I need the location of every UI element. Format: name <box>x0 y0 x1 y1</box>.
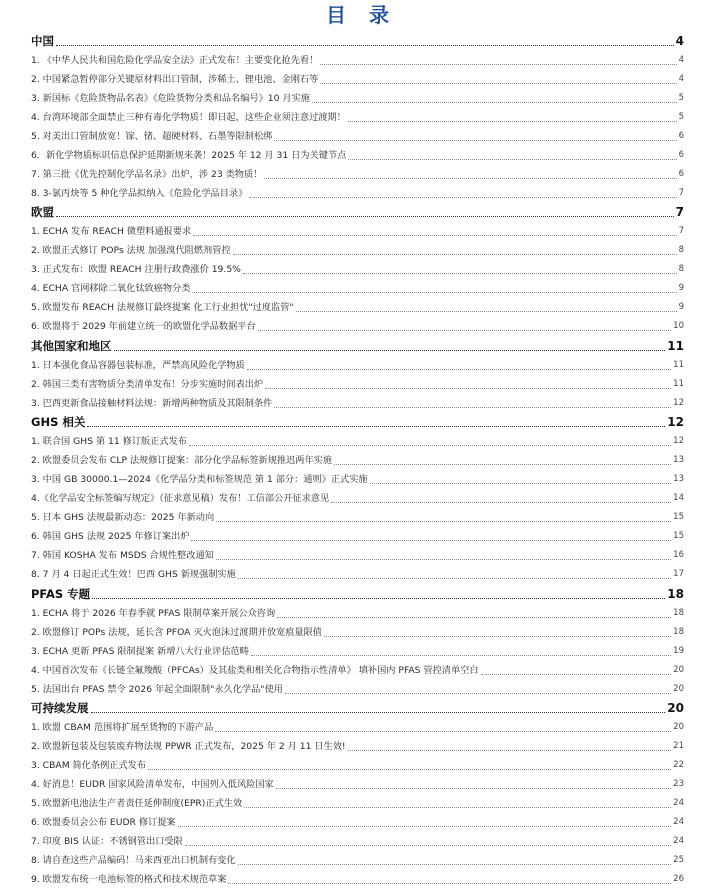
toc-entry-label: 1. 联合国 GHS 第 11 修订版正式发布 <box>31 436 187 447</box>
toc-entry-label: 5. 法国出台 PFAS 禁令 2026 年起全面限制"永久化学品"使用 <box>31 683 283 695</box>
toc-entry-label: 6. 韩国 GHS 法规 2025 年修订案出炉 <box>31 531 190 542</box>
dot-leader <box>228 883 671 884</box>
toc-entry-label: 1. ECHA 将于 2026 年春季就 PFAS 限制草案开展公众咨询 <box>31 607 276 619</box>
toc-entry[interactable] <box>31 297 684 316</box>
toc-entry[interactable] <box>31 88 684 107</box>
toc-entry[interactable] <box>31 526 684 545</box>
dot-leader <box>215 731 671 732</box>
toc-section-heading[interactable] <box>31 412 684 432</box>
toc-entry-label: 3. 正式发布：欧盟 REACH 注册行政费涨价 19.5% <box>31 264 241 275</box>
toc-entry[interactable] <box>31 679 684 698</box>
dot-leader <box>148 769 671 770</box>
toc-entry-page: 6 <box>678 130 684 141</box>
toc-entry-page: 9 <box>678 302 684 312</box>
dot-leader <box>320 83 676 84</box>
toc-entry-label: 2. 欧盟正式修订 POPs 法规 加强溴代阻燃剂管控 <box>31 245 231 256</box>
toc-entry[interactable] <box>31 316 684 335</box>
toc-section-heading[interactable] <box>31 698 684 718</box>
toc-entry-label: 4. 台湾环境部全面禁止三种有毒化学物质！即日起，这些企业须注意过渡期！ <box>31 111 346 123</box>
toc-entry[interactable] <box>31 221 684 240</box>
toc-entry[interactable] <box>31 755 684 774</box>
toc-entry[interactable] <box>31 145 684 164</box>
dot-leader <box>348 750 672 751</box>
dot-leader <box>114 350 666 351</box>
toc-entry-page: 8 <box>678 245 684 255</box>
toc-entry[interactable] <box>31 355 684 374</box>
dot-leader <box>216 559 671 560</box>
toc-section-label: PFAS 专题 <box>31 586 91 601</box>
toc-entry-label: 1. 日本强化食品容器包装标准，严禁高风险化学物质 <box>31 359 245 371</box>
toc-entry-label: 3. 巴西更新食品接触材料法规：新增两种物质及其限制条件 <box>31 397 273 409</box>
dot-leader <box>285 693 671 694</box>
toc-entry-page: 6 <box>678 168 684 179</box>
toc-entry-label: 2. 韩国三类有害物质分类清单发布！分步实施时间表出炉 <box>31 378 264 390</box>
toc-entry-page: 4 <box>678 54 684 65</box>
toc-section-page: 11 <box>667 338 684 353</box>
dot-leader <box>274 407 671 408</box>
dot-leader <box>238 864 672 865</box>
toc-entry-label: 1. ECHA 发布 REACH 微塑料通报要求 <box>31 226 192 237</box>
toc-entry[interactable] <box>31 488 684 507</box>
toc-section-page: 20 <box>667 701 684 715</box>
dot-leader <box>249 197 676 198</box>
toc-entry-page: 15 <box>673 512 684 522</box>
toc-entry-page: 7 <box>678 187 684 198</box>
toc-entry-page: 14 <box>673 493 684 503</box>
toc-entry[interactable] <box>31 259 684 278</box>
toc-entry-page: 16 <box>673 550 684 560</box>
toc-section-page: 7 <box>675 205 684 219</box>
toc-entry-page: 20 <box>673 664 684 675</box>
toc-entry-label: 5. 欧盟新电池法生产者责任延伸制度(EPR)正式生效 <box>31 798 243 809</box>
toc-entry-label: 7. 第三批《优先控制化学品名录》出炉，涉 23 类物质！ <box>31 168 263 180</box>
dot-leader <box>91 712 666 713</box>
toc-entry-page: 7 <box>678 226 684 236</box>
dot-leader <box>481 674 672 675</box>
dot-leader <box>56 216 674 217</box>
toc-entry-label: 3. 中国 GB 30000.1—2024《化学品分类和标签规范 第 1 部分：通则》正式实施 <box>31 474 368 485</box>
toc-entry-label: 8. 3-氯丙炔等 5 种化学品拟纳入《危险化学品目录》 <box>31 187 248 199</box>
dot-leader <box>193 235 676 236</box>
toc-entry-page: 8 <box>678 264 684 274</box>
dot-leader <box>189 445 671 446</box>
toc-section-page: 18 <box>667 586 684 601</box>
toc-section-heading[interactable] <box>31 202 684 222</box>
toc-entry[interactable] <box>31 774 684 793</box>
toc-entry[interactable] <box>31 641 684 660</box>
toc-entry-page: 12 <box>673 436 684 446</box>
toc-section-page: 4 <box>675 33 684 48</box>
toc-entry-label: 6. 欧盟将于 2029 年前建立统一的欧盟化学品数据平台 <box>31 321 256 332</box>
toc-entry[interactable] <box>31 717 684 736</box>
toc-entry-label: 8. 7 月 4 日起正式生效！巴西 GHS 新规强制实施 <box>31 569 236 580</box>
toc-section-page: 12 <box>667 415 684 429</box>
dot-leader <box>264 178 676 179</box>
toc-section-label: GHS 相关 <box>31 415 86 429</box>
dot-leader <box>216 521 671 522</box>
toc-entry-label: 5. 对美出口管制放宽！镓、锗、超硬材料、石墨等限制松绑 <box>31 130 273 142</box>
toc-entry-label: 2. 欧盟新包装及包装废弃物法规 PPWR 正式发布，2025 年 2 月 11 日生效! <box>31 741 346 752</box>
toc-entry-label: 2. 中国紧急暂停部分关键原材料出口管制，涉稀土、锂电池、金刚石等 <box>31 73 319 85</box>
toc-entry-label: 3. CBAM 简化条例正式发布 <box>31 760 147 771</box>
dot-leader <box>274 140 676 141</box>
dot-leader <box>348 121 677 122</box>
dot-leader <box>296 311 677 312</box>
dot-leader <box>238 578 671 579</box>
dot-leader <box>334 464 671 465</box>
toc-entry[interactable] <box>31 545 684 564</box>
toc-entry-label: 4. 好消息！EUDR 国家风险清单发布，中国列入低风险国家 <box>31 779 274 790</box>
toc-entry-page: 11 <box>673 378 684 389</box>
dot-leader <box>348 159 676 160</box>
toc-entry[interactable] <box>31 107 684 126</box>
dot-leader <box>178 826 672 827</box>
toc-entry-page: 13 <box>673 455 684 465</box>
toc-entry-page: 18 <box>673 626 684 637</box>
toc-entry[interactable] <box>31 469 684 488</box>
toc-entry-label: 5. 日本 GHS 法规最新动态：2025 年新动向 <box>31 512 215 523</box>
dot-leader <box>277 617 671 618</box>
toc-entry-label: 4. ECHA 官网移除二氧化钛致癌物分类 <box>31 283 191 294</box>
toc-entry-page: 5 <box>678 92 684 103</box>
toc-section-heading[interactable] <box>31 335 684 355</box>
dot-leader <box>191 540 671 541</box>
toc-entry-label: 5. 欧盟发布 REACH 法规修订最终提案 化工行业担忧"过度监管" <box>31 302 294 313</box>
toc-entry[interactable] <box>31 50 684 69</box>
toc-entry-page: 15 <box>673 531 684 541</box>
dot-leader <box>324 636 671 637</box>
toc-entry-label: 2. 欧盟修订 POPs 法规，延长含 PFOA 灭火泡沫过渡期并放宽痕量限值 <box>31 626 322 638</box>
dot-leader <box>312 102 677 103</box>
toc-entry-label: 9. 欧盟发布统一电池标签的格式和技术规范草案 <box>31 874 227 885</box>
toc-section-label: 中国 <box>31 33 54 48</box>
toc-entry-label: 7. 印度 BIS 认证：不锈钢管出口受限 <box>31 836 183 847</box>
toc-section-heading[interactable] <box>31 30 684 50</box>
toc-entry[interactable] <box>31 869 684 888</box>
dot-leader <box>244 807 671 808</box>
toc-entry-label: 6．新化学物质标识信息保护延期新规来袭！2025 年 12 月 31 日为关键节点 <box>31 149 347 161</box>
toc-entry-page: 24 <box>673 817 684 827</box>
toc-section-heading[interactable] <box>31 583 684 603</box>
toc-entry[interactable] <box>31 126 684 145</box>
toc-entry[interactable] <box>31 69 684 88</box>
dot-leader <box>320 64 676 65</box>
toc-entry-label: 8. 请自查这些产品编码！马来西亚出口机制有变化 <box>31 855 236 866</box>
toc-entry[interactable] <box>31 374 684 393</box>
toc-entry[interactable] <box>31 240 684 259</box>
toc-entry[interactable] <box>31 831 684 850</box>
toc-entry-page: 19 <box>673 645 684 656</box>
toc-entry[interactable] <box>31 850 684 869</box>
dot-leader <box>56 45 674 46</box>
toc-entry[interactable] <box>31 431 684 450</box>
toc-entry-page: 20 <box>673 722 684 732</box>
toc-entry-page: 12 <box>673 397 684 408</box>
toc-entry-page: 23 <box>673 779 684 789</box>
toc-entry-page: 9 <box>678 283 684 293</box>
toc-entry[interactable] <box>31 450 684 469</box>
toc-entry-page: 10 <box>673 321 684 331</box>
toc-entry-label: 1. 欧盟 CBAM 范围将扩展至货物的下游产品 <box>31 722 214 733</box>
toc-entry-page: 21 <box>673 741 684 751</box>
toc-entry[interactable] <box>31 622 684 641</box>
dot-leader <box>87 426 665 427</box>
toc-entry[interactable] <box>31 793 684 812</box>
toc-entry[interactable] <box>31 603 684 622</box>
toc-entry-page: 20 <box>673 683 684 694</box>
toc-entry[interactable] <box>31 164 684 183</box>
toc-entry-label: 4. 中国首次发布《长链全氟羧酸（PFCAs）及其盐类和相关化合物指示性清单》 填补国内 PFAS 管控清单空白 <box>31 664 479 676</box>
dot-leader <box>370 483 672 484</box>
dot-leader <box>251 655 671 656</box>
toc-entry-page: 17 <box>673 569 684 579</box>
dot-leader <box>192 292 676 293</box>
toc-entry-label: 2. 欧盟委员会发布 CLP 法规修订提案：部分化学品标签新规推迟两年实施 <box>31 455 333 466</box>
toc-entry[interactable] <box>31 812 684 831</box>
toc-entry-label: 4.《化学品安全标签编写规定》（征求意见稿）发布！工信部公开征求意见 <box>31 493 330 504</box>
toc-entry-label: 6. 欧盟委员会公布 EUDR 修订提案 <box>31 817 176 828</box>
table-of-contents <box>31 30 684 888</box>
toc-entry[interactable] <box>31 736 684 755</box>
dot-leader <box>331 502 671 503</box>
toc-entry-page: 24 <box>673 798 684 808</box>
toc-entry-label: 3. ECHA 更新 PFAS 限制提案 新增八大行业评估范畴 <box>31 645 249 657</box>
toc-entry-label: 7. 韩国 KOSHA 发布 MSDS 合规性整改通知 <box>31 550 214 561</box>
toc-entry-page: 4 <box>678 73 684 84</box>
dot-leader <box>276 788 671 789</box>
toc-entry-label: 1. 《中华人民共和国危险化学品安全法》正式发布！主要变化抢先看！ <box>31 54 319 66</box>
toc-entry-page: 6 <box>678 149 684 160</box>
toc-entry-page: 11 <box>673 359 684 370</box>
toc-title: 目 录 <box>326 3 397 27</box>
dot-leader <box>92 598 665 599</box>
toc-entry-page: 13 <box>673 474 684 484</box>
toc-entry-page: 26 <box>673 874 684 884</box>
toc-entry[interactable] <box>31 393 684 412</box>
toc-entry[interactable] <box>31 183 684 202</box>
toc-entry-page: 24 <box>673 836 684 846</box>
dot-leader <box>243 273 677 274</box>
dot-leader <box>247 369 671 370</box>
toc-section-label: 可持续发展 <box>31 701 89 715</box>
toc-entry[interactable] <box>31 278 684 297</box>
dot-leader <box>258 330 672 331</box>
toc-section-label: 其他国家和地区 <box>31 338 112 353</box>
toc-section-label: 欧盟 <box>31 205 54 219</box>
toc-entry-label: 3. 新国标《危险货物品名表》《危险货物分类和品名编号》10 月实施 <box>31 92 310 104</box>
toc-entry-page: 5 <box>678 111 684 122</box>
dot-leader <box>185 845 671 846</box>
toc-entry[interactable] <box>31 564 684 583</box>
toc-entry-page: 22 <box>673 760 684 770</box>
toc-entry[interactable] <box>31 507 684 526</box>
dot-leader <box>265 388 671 389</box>
toc-entry-page: 18 <box>673 607 684 618</box>
toc-entry[interactable] <box>31 660 684 679</box>
dot-leader <box>233 254 677 255</box>
toc-entry-page: 25 <box>673 855 684 865</box>
